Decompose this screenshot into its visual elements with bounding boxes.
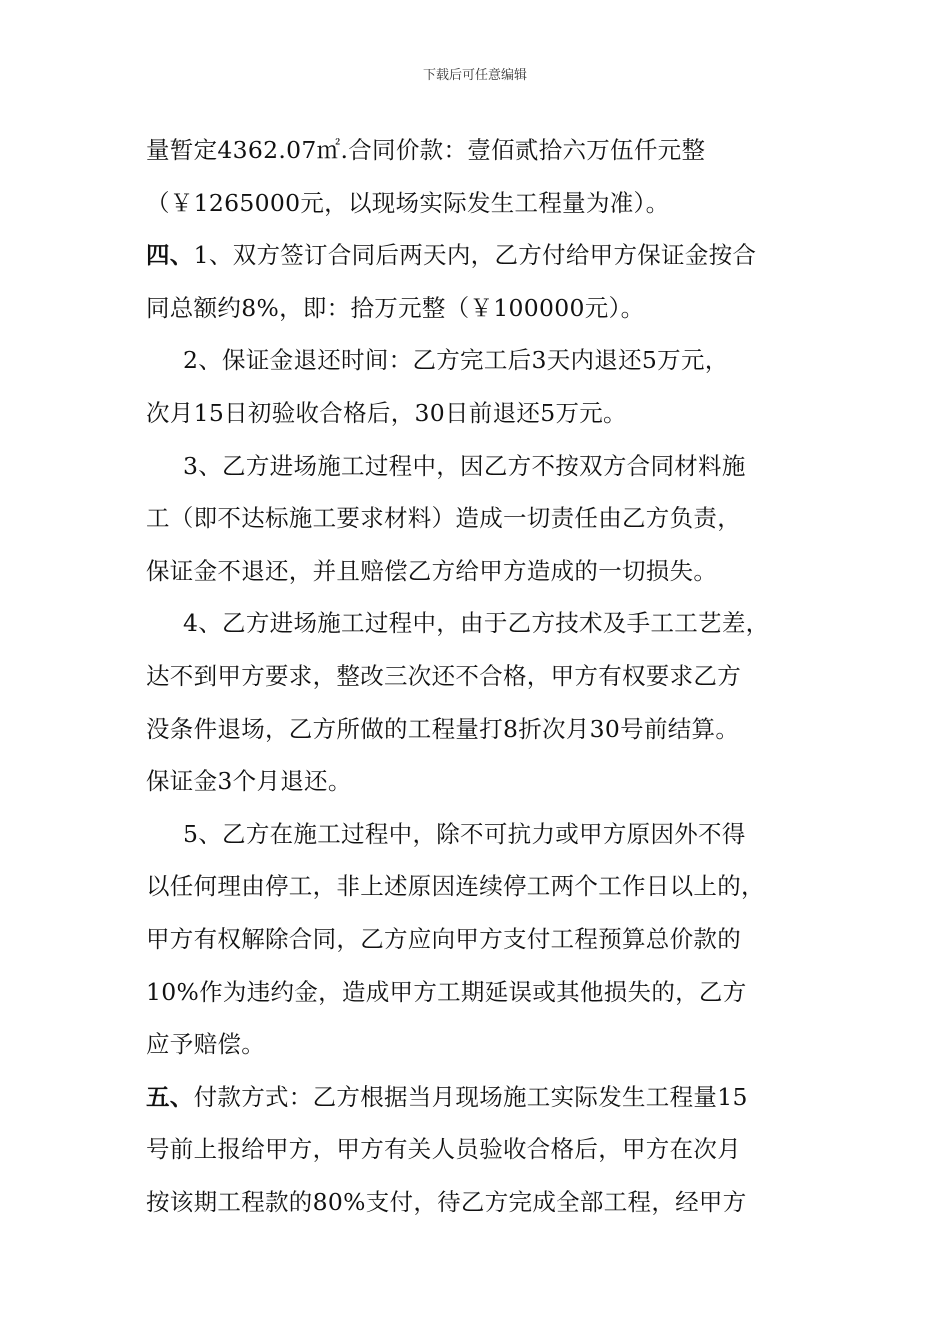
text-line	[146, 229, 806, 282]
section-number: 四、	[146, 241, 194, 270]
text-line	[146, 755, 806, 808]
line-text: 保证金不退还，并且赔偿乙方给甲方造成的一切损失。	[146, 556, 718, 585]
document-body	[146, 124, 806, 1228]
line-text: 次月15日初验收合格后，30日前退还5万元。	[146, 398, 627, 427]
line-text: 10%作为违约金，造成甲方工期延误或其他损失的，乙方	[146, 977, 747, 1006]
text-line	[146, 282, 806, 335]
line-text: 达不到甲方要求，整改三次还不合格，甲方有权要求乙方	[146, 661, 741, 690]
text-line	[146, 492, 806, 545]
line-text: 4、乙方进场施工过程中，由于乙方技术及手工工艺差，	[183, 609, 770, 638]
text-line	[146, 860, 806, 913]
text-line	[146, 597, 806, 650]
line-text: 付款方式：乙方根据当月现场施工实际发生工程量15	[193, 1082, 748, 1111]
text-line	[146, 440, 806, 493]
text-line	[146, 177, 806, 230]
text-line	[146, 808, 806, 861]
section-number: 五、	[146, 1082, 194, 1111]
line-text: 1、双方签订合同后两天内，乙方付给甲方保证金按合	[193, 241, 757, 270]
line-text: 5、乙方在施工过程中，除不可抗力或甲方原因外不得	[183, 819, 746, 848]
text-line	[146, 703, 806, 756]
page-header: 下载后可任意编辑	[422, 68, 527, 83]
line-text: 同总额约8%，即：拾万元整（￥100000元）。	[146, 293, 645, 322]
line-text: 2、保证金退还时间：乙方完工后3天内退还5万元，	[183, 346, 729, 375]
text-line	[146, 966, 806, 1019]
line-text: 量暂定4362.07㎡.合同价款：壹佰贰拾六万伍仟元整	[146, 136, 706, 164]
line-text: 号前上报给甲方，甲方有关人员验收合格后，甲方在次月	[146, 1135, 741, 1164]
line-text: 按该期工程款的80%支付，待乙方完成全部工程，经甲方	[146, 1187, 747, 1216]
text-line	[146, 1176, 806, 1229]
line-text: 应予赔偿。	[146, 1030, 265, 1059]
text-line	[146, 545, 806, 598]
text-line	[146, 124, 806, 177]
text-line	[146, 334, 806, 387]
text-line	[146, 913, 806, 966]
text-line	[146, 1123, 806, 1176]
line-text: 以任何理由停工，非上述原因连续停工两个工作日以上的，	[146, 872, 765, 901]
line-text: 工（即不达标施工要求材料）造成一切责任由乙方负责，	[146, 504, 741, 533]
line-text: 3、乙方进场施工过程中，因乙方不按双方合同材料施	[183, 451, 746, 480]
line-text: （￥1265000元，以现场实际发生工程量为准）。	[146, 188, 670, 217]
text-line	[146, 650, 806, 703]
text-line	[146, 1018, 806, 1071]
text-line	[146, 387, 806, 440]
line-text: 保证金3个月退还。	[146, 767, 352, 796]
line-text: 没条件退场，乙方所做的工程量打8折次月30号前结算。	[146, 714, 740, 743]
text-line	[146, 1071, 806, 1124]
line-text: 甲方有权解除合同，乙方应向甲方支付工程预算总价款的	[146, 924, 741, 953]
